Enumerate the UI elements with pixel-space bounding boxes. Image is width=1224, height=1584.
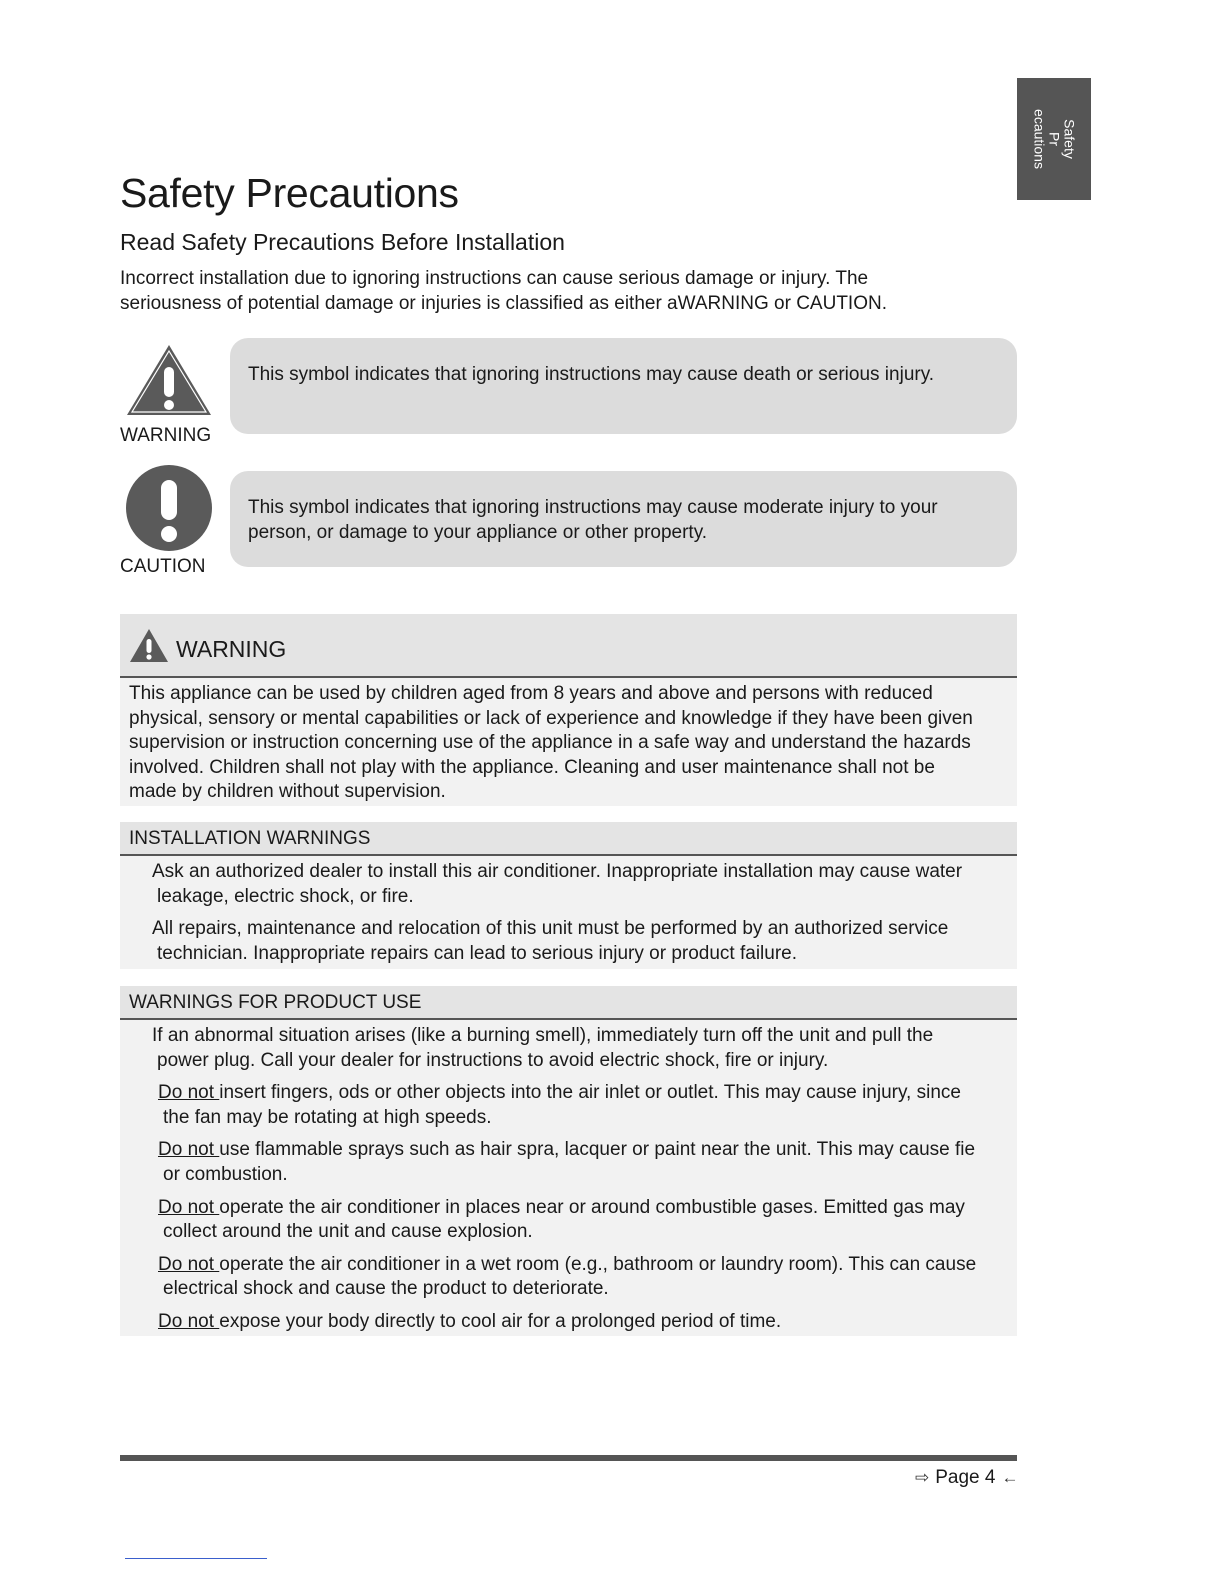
next-arrow-icon[interactable]: ⇨ <box>915 1468 930 1487</box>
page-navigation <box>915 1467 1018 1489</box>
product-use-item: Do not insert fingers, ods or other objects into the air inlet or outlet. This may cause injury, since the fan may be rotating at high speeds. <box>158 1082 961 1128</box>
divider-line <box>125 1558 267 1559</box>
do-not-label: Do not <box>158 1310 220 1332</box>
side-tab-label: Safety Pr ecautions <box>1031 109 1078 169</box>
warning-triangle-icon <box>125 343 213 419</box>
installation-item: All repairs, maintenance and relocation of this unit must be performed by an authorized service technician. Inappropriate repairs can lead to serious injury or product failure. <box>152 918 949 964</box>
do-not-label: Do not <box>158 1196 220 1218</box>
caution-circle-icon <box>125 464 213 552</box>
page-title: Safety Precautions <box>120 170 459 216</box>
warning-symbol-label: WARNING <box>120 425 212 446</box>
warning-small-icon <box>128 627 170 665</box>
footer-rule <box>120 1455 1017 1461</box>
prev-arrow-icon[interactable]: ← <box>1001 1468 1019 1487</box>
warning-symbol-description: This symbol indicates that ignoring instructions may cause death or serious injury. <box>230 338 1017 434</box>
product-use-item: Do not expose your body directly to cool air for a prolonged period of time. <box>158 1310 782 1332</box>
product-use-item: If an abnormal situation arises (like a burning smell), immediately turn off the unit and pull the power plug. Call your dealer for instructions to avoid electric shock, fire or injury. <box>152 1025 934 1071</box>
do-not-label: Do not <box>158 1082 220 1104</box>
product-use-warnings-header: WARNINGS FOR PRODUCT USE <box>120 986 1017 1020</box>
installation-warnings-header: INSTALLATION WARNINGS <box>120 822 1017 856</box>
warning-section <box>120 614 1017 806</box>
warning-section-text: This appliance can be used by children aged from 8 years and above and persons with reduced physical, sensory or mental capabilities or lack of experience and knowledge if they have been given supervision or instruction concerning use of the appliance in a safe way and understand the hazards involved. Children shall not play with the appliance. Cleaning and user maintenance shall not be made by children without supervision. <box>129 683 973 803</box>
do-not-label: Do not <box>158 1253 220 1275</box>
section-side-tab[interactable] <box>1017 78 1091 200</box>
installation-warnings-section <box>120 822 1017 969</box>
caution-symbol-description: This symbol indicates that ignoring instructions may cause moderate injury to your person, or damage to your appliance or other property. <box>230 471 1017 567</box>
page-number: Page 4 <box>935 1467 996 1488</box>
intro-paragraph: Incorrect installation due to ignoring instructions can cause serious damage or injury. The seriousness of potential damage or injuries is classified as either aWARNING or CAUTION. <box>120 268 887 314</box>
installation-item: Ask an authorized dealer to install this air conditioner. Inappropriate installation may cause water leakage, electric shock, or fire. <box>152 861 963 907</box>
product-use-warnings-section <box>120 986 1017 1336</box>
warning-section-header <box>120 614 1017 678</box>
caution-symbol-label: CAUTION <box>120 556 206 577</box>
do-not-label: Do not <box>158 1139 220 1161</box>
product-use-item: Do not operate the air conditioner in a wet room (e.g., bathroom or laundry room). This can cause electrical shock and cause the product to deteriorate. <box>158 1253 977 1300</box>
page-subtitle: Read Safety Precautions Before Installation <box>120 229 565 255</box>
product-use-item: Do not use flammable sprays such as hair spra, lacquer or paint near the unit. This may cause fie or combustion. <box>158 1139 976 1185</box>
warning-section-title: WARNING <box>176 636 287 662</box>
product-use-item: Do not operate the air conditioner in places near or around combustible gases. Emitted gas may collect around the unit and cause explosion. <box>158 1196 965 1243</box>
